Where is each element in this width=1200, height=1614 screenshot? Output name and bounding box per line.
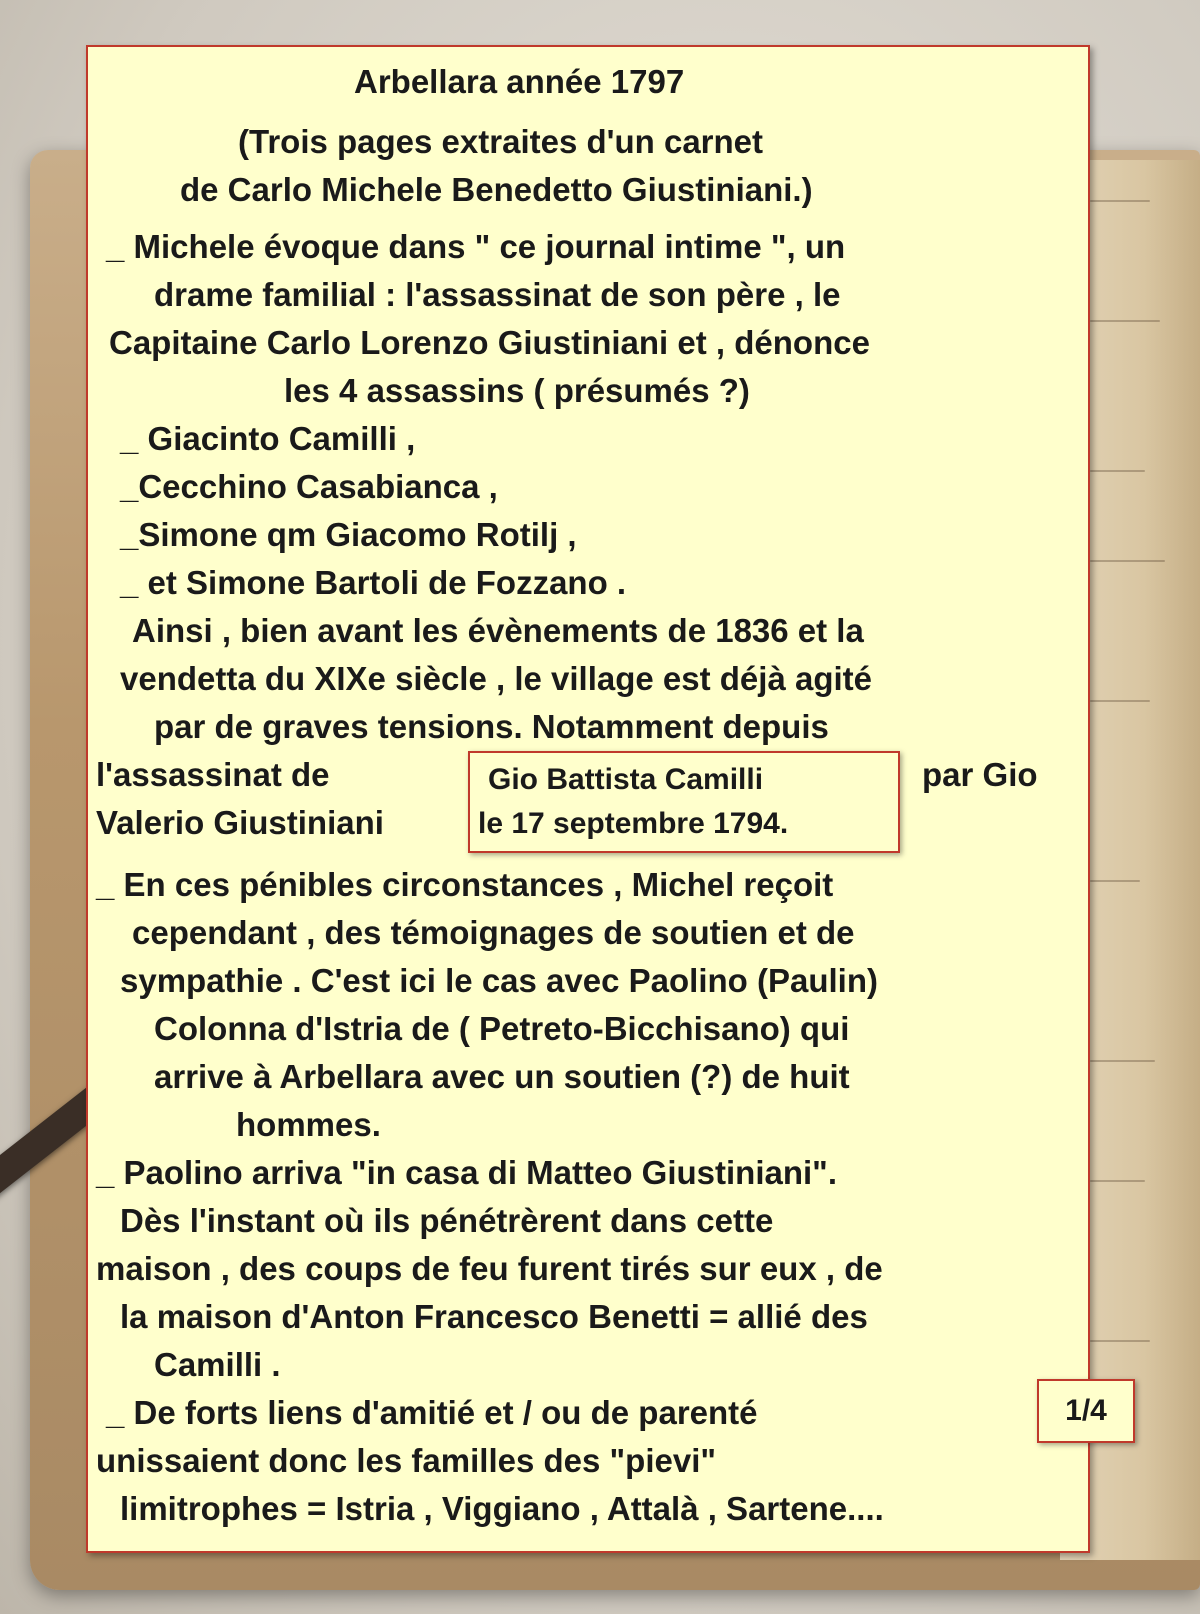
body-line: Ainsi , bien avant les évènements de 1836 et la — [132, 612, 864, 649]
body-line: vendetta du XIXe siècle , le village est déjà agité — [120, 660, 872, 697]
highlight-line-1: Gio Battista Camilli — [488, 763, 764, 796]
body-line: unissaient donc les familles des "pievi" — [96, 1442, 717, 1479]
body-line: Valerio Giustiniani — [96, 804, 384, 841]
body-line: maison , des coups de feu furent tirés sur eux , de — [96, 1250, 883, 1287]
body-line: _ Giacinto Camilli , — [120, 420, 416, 457]
body-line: Capitaine Carlo Lorenzo Giustiniani et , dénonce — [109, 324, 870, 361]
highlight-box — [468, 751, 900, 853]
handwriting-mark — [1090, 560, 1165, 562]
body-line: _ En ces pénibles circonstances , Michel reçoit — [96, 866, 834, 903]
body-line: Camilli . — [154, 1346, 281, 1383]
handwriting-mark — [1090, 880, 1140, 882]
handwriting-mark — [1090, 470, 1145, 472]
body-line: sympathie . C'est ici le cas avec Paolino (Paulin) — [120, 962, 878, 999]
handwriting-mark — [1090, 1060, 1155, 1062]
handwriting-mark — [1090, 1340, 1150, 1342]
body-line: l'assassinat de — [96, 756, 330, 793]
body-line: par Gio — [922, 756, 1038, 793]
body-line: _ De forts liens d'amitié et / ou de parenté — [106, 1394, 758, 1431]
body-line: les 4 assassins ( présumés ?) — [284, 372, 750, 409]
handwriting-mark — [1090, 320, 1160, 322]
body-line: par de graves tensions. Notamment depuis — [154, 708, 829, 745]
page-title: Arbellara année 1797 — [354, 63, 685, 100]
body-line: hommes. — [236, 1106, 381, 1143]
subtitle-line-2: de Carlo Michele Benedetto Giustiniani.) — [180, 171, 813, 208]
body-line: Dès l'instant où ils pénétrèrent dans cette — [120, 1202, 774, 1239]
handwriting-mark — [1090, 1180, 1145, 1182]
body-line: _Simone qm Giacomo Rotilj , — [120, 516, 577, 553]
body-line: cependant , des témoignages de soutien et de — [132, 914, 855, 951]
body-line: Colonna d'Istria de ( Petreto-Bicchisano) qui — [154, 1010, 850, 1047]
highlight-line-2: le 17 septembre 1794. — [478, 807, 789, 840]
body-line: drame familial : l'assassinat de son père , le — [154, 276, 841, 313]
body-line: arrive à Arbellara avec un soutien (?) de huit — [154, 1058, 850, 1095]
subtitle-line-1: (Trois pages extraites d'un carnet — [238, 123, 764, 160]
body-line: la maison d'Anton Francesco Benetti = allié des — [120, 1298, 868, 1335]
body-line: _ Paolino arriva "in casa di Matteo Giustiniani". — [96, 1154, 837, 1191]
body-line: _ et Simone Bartoli de Fozzano . — [120, 564, 627, 601]
page-indicator-badge: 1/4 — [1037, 1379, 1135, 1443]
handwriting-mark — [1090, 200, 1150, 202]
body-line: _ Michele évoque dans " ce journal intime ", un — [106, 228, 846, 265]
body-line: _Cecchino Casabianca , — [120, 468, 498, 505]
body-line: limitrophes = Istria , Viggiano , Attalà , Sartene.... — [120, 1490, 884, 1527]
handwriting-mark — [1090, 700, 1150, 702]
